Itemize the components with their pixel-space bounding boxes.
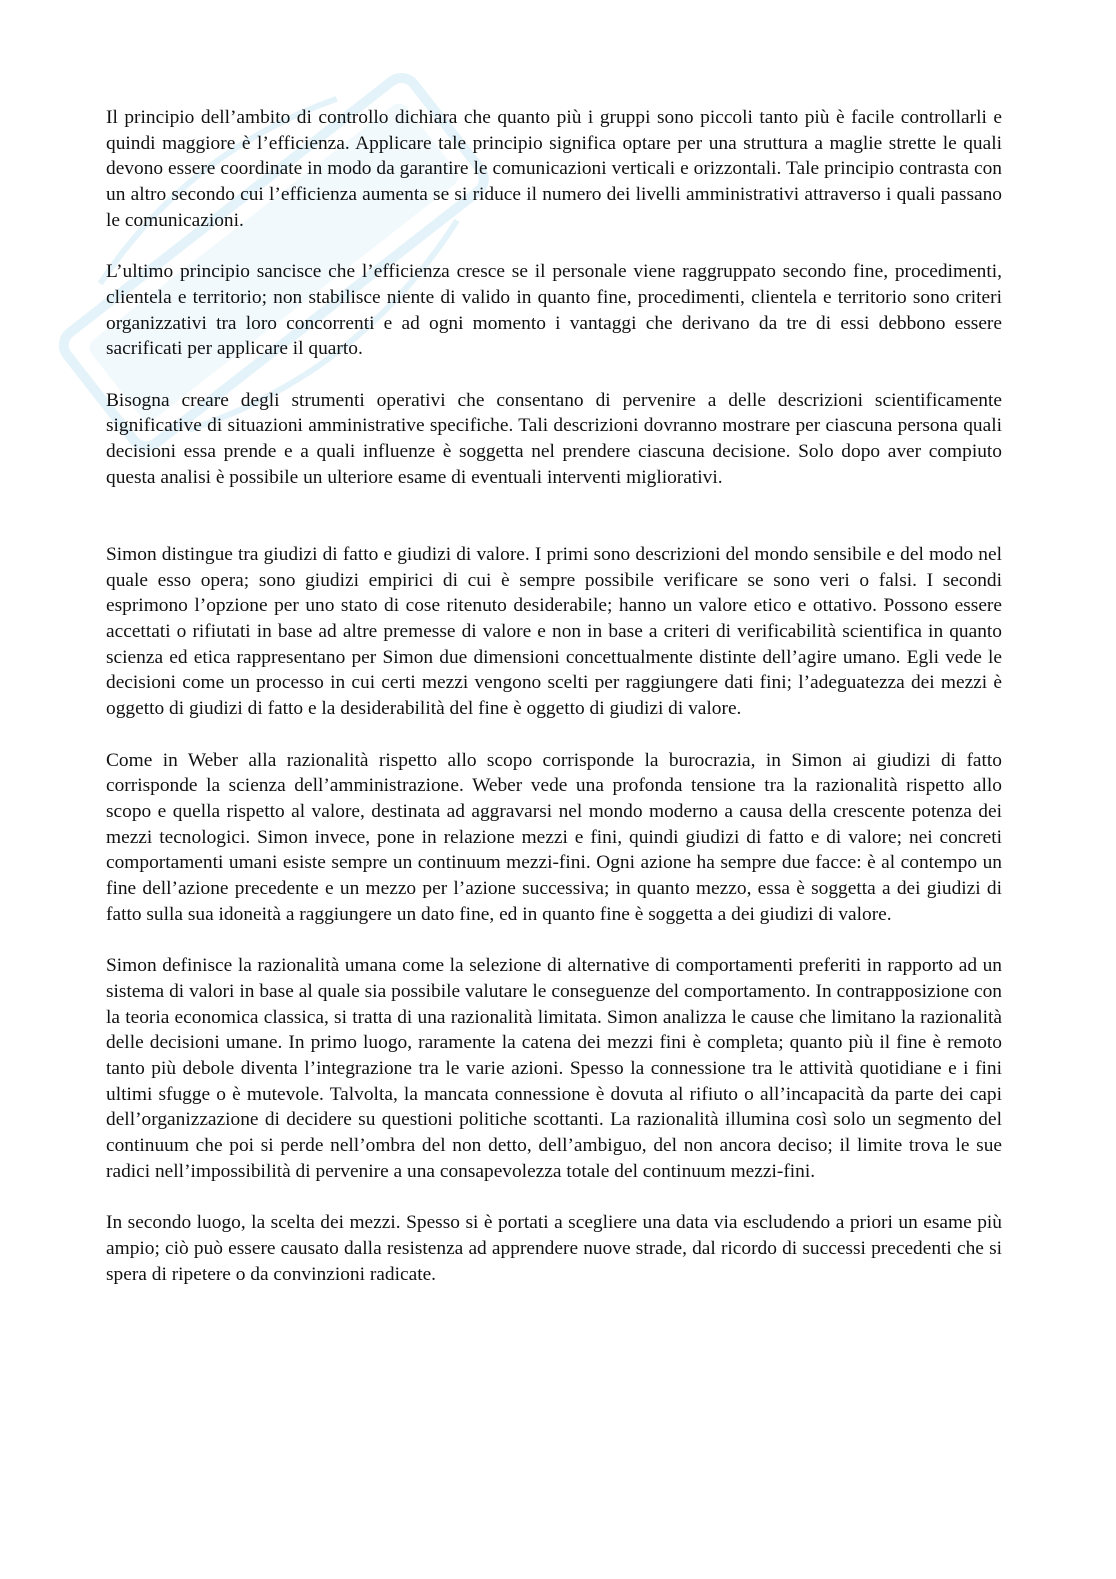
paragraph-ultimo-principio: L’ultimo principio sancisce che l’efficienza cresce se il personale viene raggruppato secondo fine, procedimenti, clientela e territorio; non stabilisce niente di valido in quanto fine, procedimenti, clientela e territorio sono criteri organizzativi tra loro concorrenti e ad ogni momento i vantaggi che derivano da tre di essi debbono essere sacrificati per applicare il quarto. [106,261,1002,360]
document-body [106,105,1002,1313]
paragraph-ambito-controllo: Il principio dell’ambito di controllo dichiara che quanto più i gruppi sono piccoli tanto più è facile controllarli e quindi maggiore è l’efficienza. Applicare tale principio significa optare per una struttura a maglie strette le quali devono essere coordinate in modo da garantire le comunicazioni verticali e orizzontali. Tale principio contrasta con un altro secondo cui l’efficienza aumenta se si riduce il numero dei livelli amministrativi attraverso i quali passano le comunicazioni. [106,107,1002,231]
paragraph-scelta-mezzi: In secondo luogo, la scelta dei mezzi. Spesso si è portati a scegliere una data via escludendo a priori un esame più ampio; ciò può essere causato dalla resistenza ad apprendere nuove strade, dal ricordo di successi precedenti che si spera di ripetere o da convinzioni radicate. [106,1212,1002,1285]
paragraph-weber-simon: Come in Weber alla razionalità rispetto allo scopo corrisponde la burocrazia, in Simon ai giudizi di fatto corrisponde la scienza dell’amministrazione. Weber vede una profonda tensione tra la razionalità rispetto allo scopo e quella rispetto al valore, destinata ad aggravarsi nel mondo moderno a causa della crescente potenza dei mezzi tecnologici. Simon invece, pone in relazione mezzi e fini, quindi giudizi di fatto e di valore; nei concreti comportamenti umani esiste sempre un continuum mezzi-fini. Ogni azione ha sempre due facce: è al contempo un fine dell’azione precedente e un mezzo per l’azione successiva; in quanto mezzo, essa è soggetta a dei giudizi di fatto sulla sua idoneità a raggiungere un dato fine, ed in quanto fine è soggetta a dei giudizi di valore. [106,749,1002,925]
paragraph-strumenti-operativi: Bisogna creare degli strumenti operativi che consentano di pervenire a delle descrizioni scientificamente significative di situazioni amministrative specifiche. Tali descrizioni dovranno mostrare per ciascuna persona quali decisioni essa prende e a quali influenze è soggetta nel prendere ciascuna decisione. Solo dopo aver compiuto questa analisi è possibile un ulteriore esame di eventuali interventi migliorativi. [106,389,1002,488]
paragraph-giudizi-fatto-valore: Simon distingue tra giudizi di fatto e giudizi di valore. I primi sono descrizioni del mondo sensibile e del modo nel quale esso opera; sono giudizi empirici di cui è sempre possibile verificare se sono veri o falsi. I secondi esprimono l’opzione per uno stato di cose ritenuto desiderabile; hanno un valore etico e ottativo. Possono essere accettati o rifiutati in base ad altre premesse di valore e non in base a criteri di verificabilità scientifica in quanto scienza ed etica rappresentano per Simon due dimensioni concettualmente distinte dell’agire umano. Egli vede le decisioni come un processo in cui certi mezzi vengono scelti per raggiungere dati fini; l’adeguatezza dei mezzi è oggetto di giudizi di fatto e la desiderabilità del fine è oggetto di giudizi di valore. [106,543,1002,720]
paragraph-razionalita-limitata: Simon definisce la razionalità umana come la selezione di alternative di comportamenti preferiti in rapporto ad un sistema di valori in base al quale sia possibile valutare le conseguenze del comportamento. In contrapposizione con la teoria economica classica, si tratta di una razionalità limitata. Simon analizza le cause che limitano la razionalità delle decisioni umane. In primo luogo, raramente la catena dei mezzi fini è completa; quanto più il fine è remoto tanto più debole diventa l’integrazione tra le varie azioni. Spesso la connessione tra le attività quotidiane e i fini ultimi sfugge o è mutevole. Talvolta, la mancata connessione è dovuta al rifiuto o all’incapacità da parte dei capi dell’organizzazione di decidere su questioni politiche scottanti. La razionalità illumina così solo un segmento del continuum che poi si perde nell’ombra del non detto, dell’ambiguo, del non ancora deciso; il limite trova le sue radici nell’impossibilità di pervenire a una consapevolezza totale del continuum mezzi-fini. [106,955,1002,1182]
